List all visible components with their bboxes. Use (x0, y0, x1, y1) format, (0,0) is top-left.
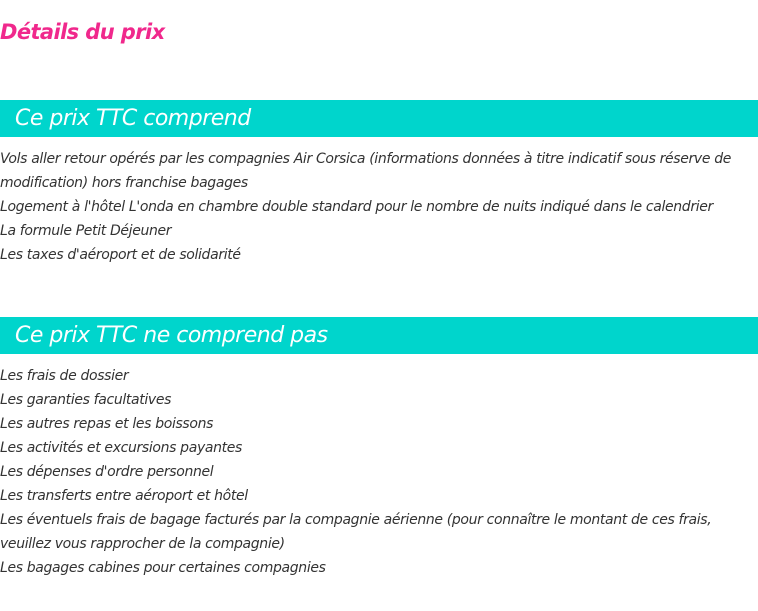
excluded-list (0, 364, 758, 580)
section-header-included (0, 100, 758, 137)
section-heading-included: Ce prix TTC comprend (15, 106, 251, 131)
page-title: Détails du prix (0, 20, 165, 44)
list-item: La formule Petit Déjeuner (0, 223, 172, 239)
list-item: Les garanties facultatives (0, 392, 172, 408)
list-item: Logement à l'hôtel L'onda en chambre double standard pour le nombre de nuits indiqué dans le calendrier (0, 199, 713, 215)
list-item: Les taxes d'aéroport et de solidarité (0, 247, 241, 263)
list-item: Les transferts entre aéroport et hôtel (0, 488, 248, 504)
included-list (0, 147, 758, 267)
section-heading-excluded: Ce prix TTC ne comprend pas (15, 323, 328, 348)
section-header-excluded (0, 317, 758, 354)
list-item: Les autres repas et les boissons (0, 416, 214, 432)
list-item: Les activités et excursions payantes (0, 440, 242, 456)
list-item: Les frais de dossier (0, 368, 129, 384)
list-item: Les dépenses d'ordre personnel (0, 464, 214, 480)
list-item: Les éventuels frais de bagage facturés par la compagnie aérienne (pour connaître le montant de ces frais, veuillez vous rapprocher de la compagnie) (0, 512, 712, 552)
list-item: Vols aller retour opérés par les compagnies Air Corsica (informations données à titre indicatif sous réserve de modification) hors franchise bagages (0, 151, 732, 191)
list-item: Les bagages cabines pour certaines compagnies (0, 560, 326, 576)
